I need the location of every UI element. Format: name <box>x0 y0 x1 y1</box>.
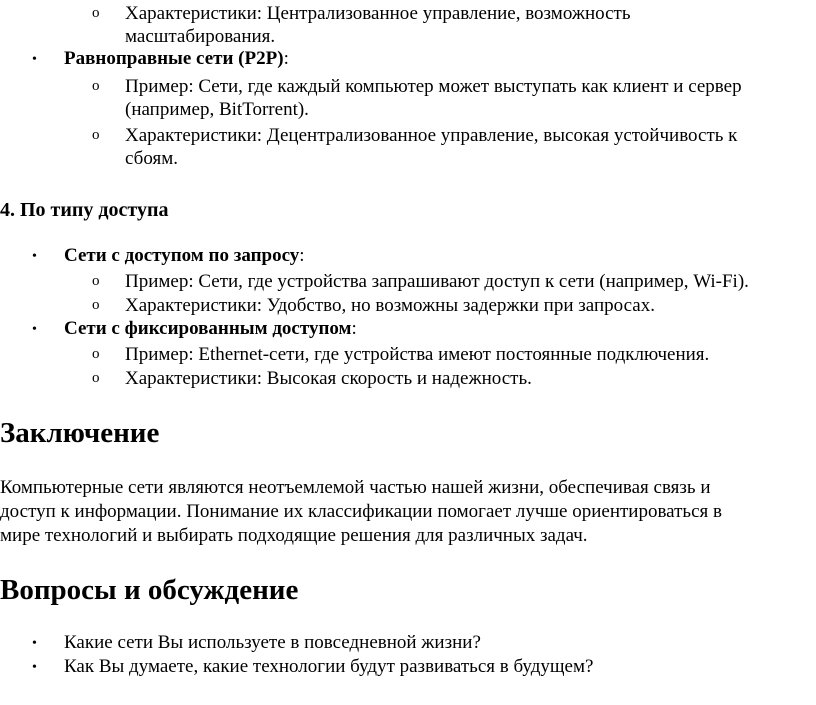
sub-bullet-marker: o <box>92 370 100 386</box>
characteristics-centralized-line2: масштабирования. <box>125 26 276 47</box>
characteristics-centralized-line1: Характеристики: Централизованное управление, возможность <box>125 3 631 24</box>
question-item-2: Как Вы думаете, какие технологии будут развиваться в будущем? <box>64 656 594 677</box>
on-demand-example: Пример: Сети, где устройства запрашивают доступ к сети (например, Wi-Fi). <box>125 271 749 292</box>
conclusion-paragraph-line3: мире технологий и выбирать подходящие решения для различных задач. <box>0 525 588 546</box>
fixed-access-characteristics: Характеристики: Высокая скорость и надежность. <box>125 368 532 389</box>
p2p-example-line1: Пример: Сети, где каждый компьютер может выступать как клиент и сервер <box>125 76 742 97</box>
questions-heading: Вопросы и обсуждение <box>0 574 299 606</box>
p2p-colon: : <box>283 48 289 69</box>
bullet-marker: • <box>32 52 37 67</box>
sub-bullet-marker: o <box>92 78 100 94</box>
conclusion-paragraph-line2: доступ к информации. Понимание их классификации помогает лучше ориентироваться в <box>0 501 722 522</box>
p2p-item <box>64 47 289 71</box>
on-demand-term: Сети с доступом по запросу <box>64 245 300 266</box>
p2p-characteristics-line1: Характеристики: Децентрализованное управление, высокая устойчивость к <box>125 125 738 146</box>
sub-bullet-marker: o <box>92 297 100 313</box>
fixed-access-item <box>64 317 357 341</box>
sub-bullet-marker: o <box>92 273 100 289</box>
bullet-marker: • <box>32 249 37 264</box>
sub-bullet-marker: o <box>92 346 100 362</box>
question-item-1: Какие сети Вы используете в повседневной жизни? <box>64 632 481 653</box>
sub-bullet-marker: o <box>92 5 100 21</box>
p2p-characteristics-line2: сбоям. <box>125 148 178 169</box>
on-demand-colon: : <box>299 245 305 266</box>
bullet-marker: • <box>32 636 37 651</box>
p2p-term: Равноправные сети (P2P) <box>64 48 284 69</box>
section-heading-access-type: 4. По типу доступа <box>0 199 169 221</box>
fixed-access-colon: : <box>351 318 357 339</box>
conclusion-paragraph-line1: Компьютерные сети являются неотъемлемой частью нашей жизни, обеспечивая связь и <box>0 477 711 498</box>
on-demand-characteristics: Характеристики: Удобство, но возможны задержки при запросах. <box>125 295 655 316</box>
sub-bullet-marker: o <box>92 127 100 143</box>
fixed-access-example: Пример: Ethernet-сети, где устройства имеют постоянные подключения. <box>125 344 710 365</box>
p2p-example-line2: (например, BitTorrent). <box>125 99 309 120</box>
bullet-marker: • <box>32 660 37 675</box>
fixed-access-term: Сети с фиксированным доступом <box>64 318 352 339</box>
conclusion-heading: Заключение <box>0 417 160 449</box>
on-demand-item <box>64 244 305 268</box>
bullet-marker: • <box>32 322 37 337</box>
